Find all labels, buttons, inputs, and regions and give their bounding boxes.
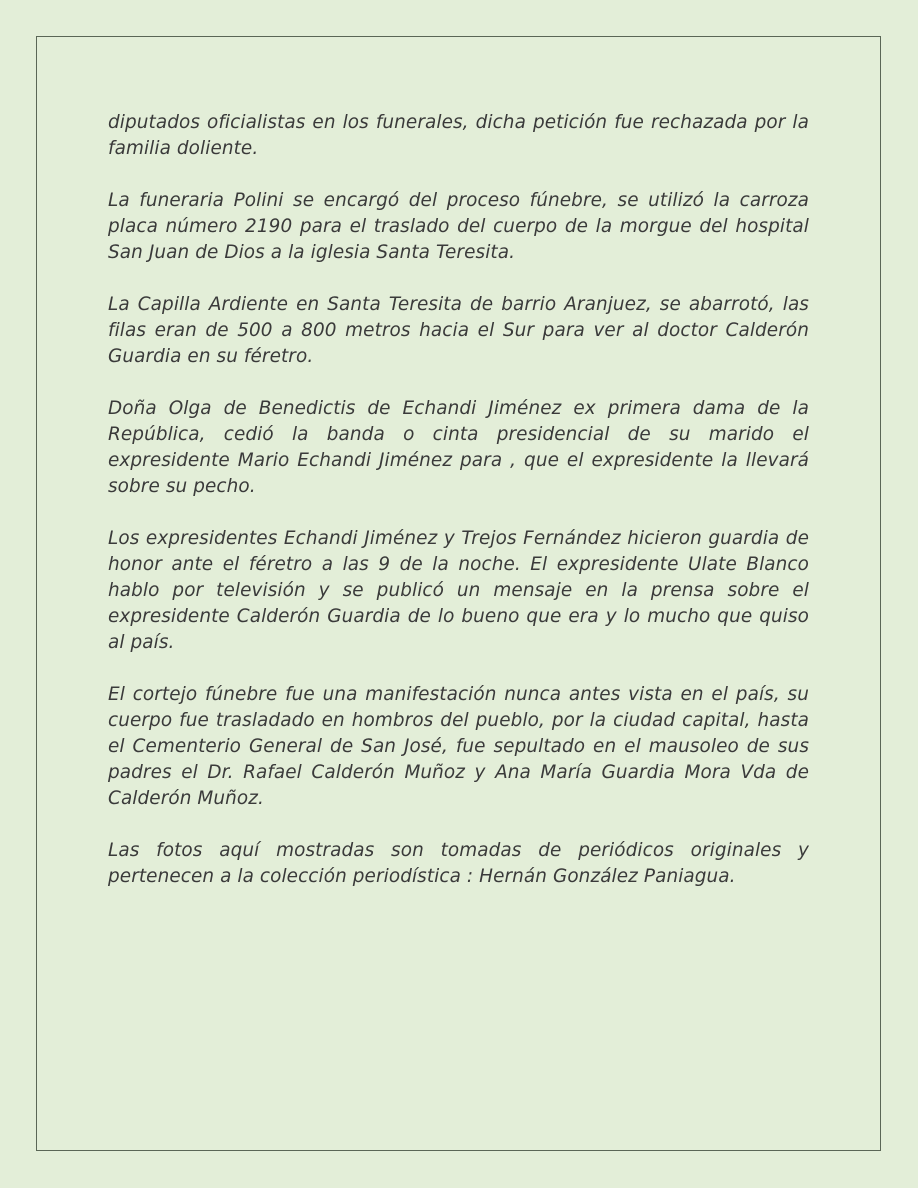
paragraph-funeral-home: La funeraria Polini se encargó del proceso fúnebre, se utilizó la carroza placa número 2190 para el traslado del cuerpo de la morgue del hospital San Juan de Dios a la iglesia Santa Teresita. bbox=[108, 190, 809, 263]
paragraph-guard-of-honor: Los expresidentes Echandi Jiménez y Trejos Fernández hicieron guardia de honor ante el féretro a las 9 de la noche. El expresidente Ulate Blanco hablo por televisión y se publicó un mensaje en la prensa sobre el expresidente Calderón Guardia de lo bueno que era y lo mucho que quiso al país. bbox=[108, 528, 809, 653]
paragraph-burning-chapel: La Capilla Ardiente en Santa Teresita de barrio Aranjuez, se abarrotó, las filas eran de 500 a 800 metros hacia el Sur para ver al doctor Calderón Guardia en su féretro. bbox=[108, 294, 809, 367]
document-body bbox=[108, 110, 809, 916]
paragraph-funeral-procession: El cortejo fúnebre fue una manifestación nunca antes vista en el país, su cuerpo fue trasladado en hombros del pueblo, por la ciudad capital, hasta el Cementerio General de San José, fue sepultado en el mausoleo de sus padres el Dr. Rafael Calderón Muñoz y Ana María Guardia Mora Vda de Calderón Muñoz. bbox=[108, 684, 809, 809]
paragraph-presidential-sash: Doña Olga de Benedictis de Echandi Jiménez ex primera dama de la República, cedió la banda o cinta presidencial de su marido el expresidente Mario Echandi Jiménez para , que el expresidente la llevará sobre su pecho. bbox=[108, 398, 809, 497]
paragraph-petition-rejected: diputados oficialistas en los funerales, dicha petición fue rechazada por la familia doliente. bbox=[108, 112, 809, 159]
paragraph-photo-credits: Las fotos aquí mostradas son tomadas de periódicos originales y pertenecen a la colección periodística : Hernán González Paniagua. bbox=[108, 840, 809, 887]
